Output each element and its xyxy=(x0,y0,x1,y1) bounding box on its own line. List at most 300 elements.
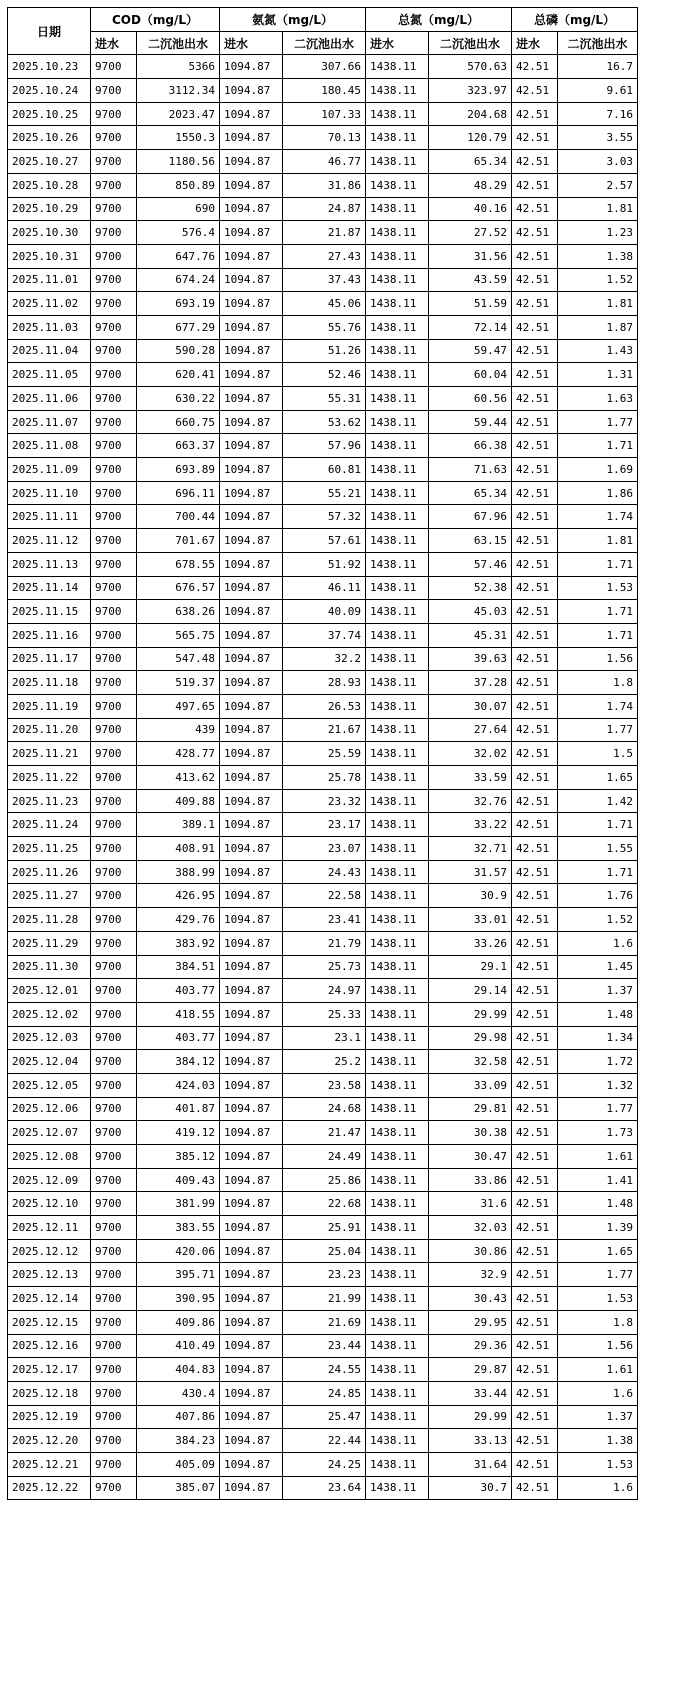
cell-date: 2025.11.18 xyxy=(8,671,91,695)
cell-tp-inlet: 42.51 xyxy=(512,766,558,790)
cell-tp-outlet: 1.53 xyxy=(558,1452,638,1476)
cell-tp-inlet: 42.51 xyxy=(512,126,558,150)
cell-ammonia-outlet: 51.92 xyxy=(283,552,366,576)
cell-ammonia-outlet: 307.66 xyxy=(283,55,366,79)
cell-tp-outlet: 1.43 xyxy=(558,339,638,363)
cell-ammonia-inlet: 1094.87 xyxy=(220,1429,283,1453)
cell-tn-outlet: 33.13 xyxy=(429,1429,512,1453)
cell-cod-inlet: 9700 xyxy=(91,671,137,695)
cell-cod-inlet: 9700 xyxy=(91,481,137,505)
cell-date: 2025.12.11 xyxy=(8,1216,91,1240)
cell-cod-outlet: 407.86 xyxy=(137,1405,220,1429)
cell-cod-outlet: 389.1 xyxy=(137,813,220,837)
cell-cod-inlet: 9700 xyxy=(91,339,137,363)
cell-tn-outlet: 30.47 xyxy=(429,1145,512,1169)
header-row-sub xyxy=(8,31,638,55)
cell-tp-inlet: 42.51 xyxy=(512,1192,558,1216)
cell-cod-inlet: 9700 xyxy=(91,221,137,245)
table-row xyxy=(8,1405,638,1429)
cell-date: 2025.12.10 xyxy=(8,1192,91,1216)
cell-cod-outlet: 384.23 xyxy=(137,1429,220,1453)
cell-tp-inlet: 42.51 xyxy=(512,221,558,245)
cell-tn-inlet: 1438.11 xyxy=(366,647,429,671)
table-row xyxy=(8,1381,638,1405)
cell-tp-outlet: 1.41 xyxy=(558,1168,638,1192)
cell-ammonia-outlet: 25.73 xyxy=(283,955,366,979)
table-container xyxy=(7,7,638,1500)
cell-tn-inlet: 1438.11 xyxy=(366,718,429,742)
table-row xyxy=(8,1145,638,1169)
table-row xyxy=(8,1452,638,1476)
cell-tn-outlet: 29.95 xyxy=(429,1310,512,1334)
cell-ammonia-outlet: 24.49 xyxy=(283,1145,366,1169)
cell-tp-outlet: 1.52 xyxy=(558,908,638,932)
cell-date: 2025.12.09 xyxy=(8,1168,91,1192)
cell-ammonia-inlet: 1094.87 xyxy=(220,1476,283,1500)
cell-tp-outlet: 1.37 xyxy=(558,979,638,1003)
cell-tp-inlet: 42.51 xyxy=(512,197,558,221)
header-ammonia-outlet: 二沉池出水 xyxy=(283,31,366,55)
table-row xyxy=(8,1358,638,1382)
cell-ammonia-inlet: 1094.87 xyxy=(220,1334,283,1358)
cell-tp-inlet: 42.51 xyxy=(512,1452,558,1476)
cell-ammonia-outlet: 25.2 xyxy=(283,1050,366,1074)
cell-tp-inlet: 42.51 xyxy=(512,718,558,742)
cell-tn-inlet: 1438.11 xyxy=(366,1192,429,1216)
cell-ammonia-inlet: 1094.87 xyxy=(220,1121,283,1145)
cell-date: 2025.12.15 xyxy=(8,1310,91,1334)
cell-tn-inlet: 1438.11 xyxy=(366,552,429,576)
cell-cod-inlet: 9700 xyxy=(91,552,137,576)
table-row xyxy=(8,576,638,600)
cell-tn-outlet: 323.97 xyxy=(429,79,512,103)
cell-cod-inlet: 9700 xyxy=(91,1121,137,1145)
cell-tp-inlet: 42.51 xyxy=(512,292,558,316)
cell-tp-inlet: 42.51 xyxy=(512,1097,558,1121)
cell-date: 2025.12.05 xyxy=(8,1073,91,1097)
cell-cod-inlet: 9700 xyxy=(91,837,137,861)
cell-cod-outlet: 590.28 xyxy=(137,339,220,363)
cell-date: 2025.11.16 xyxy=(8,623,91,647)
cell-tp-outlet: 1.38 xyxy=(558,244,638,268)
cell-tp-outlet: 1.37 xyxy=(558,1405,638,1429)
cell-tp-inlet: 42.51 xyxy=(512,173,558,197)
table-row xyxy=(8,505,638,529)
cell-tn-outlet: 33.22 xyxy=(429,813,512,837)
cell-tp-inlet: 42.51 xyxy=(512,1073,558,1097)
cell-cod-outlet: 630.22 xyxy=(137,387,220,411)
cell-ammonia-outlet: 37.74 xyxy=(283,623,366,647)
cell-tp-inlet: 42.51 xyxy=(512,1216,558,1240)
table-row xyxy=(8,102,638,126)
cell-cod-inlet: 9700 xyxy=(91,1216,137,1240)
cell-tn-outlet: 32.03 xyxy=(429,1216,512,1240)
cell-ammonia-outlet: 23.1 xyxy=(283,1026,366,1050)
table-row xyxy=(8,766,638,790)
cell-tp-inlet: 42.51 xyxy=(512,1334,558,1358)
cell-cod-inlet: 9700 xyxy=(91,600,137,624)
cell-tp-inlet: 42.51 xyxy=(512,1429,558,1453)
cell-tp-outlet: 1.81 xyxy=(558,529,638,553)
cell-ammonia-inlet: 1094.87 xyxy=(220,387,283,411)
cell-tn-inlet: 1438.11 xyxy=(366,1026,429,1050)
cell-tn-inlet: 1438.11 xyxy=(366,837,429,861)
cell-cod-inlet: 9700 xyxy=(91,623,137,647)
cell-tp-inlet: 42.51 xyxy=(512,410,558,434)
cell-cod-outlet: 403.77 xyxy=(137,1026,220,1050)
cell-tp-outlet: 1.38 xyxy=(558,1429,638,1453)
cell-tn-inlet: 1438.11 xyxy=(366,813,429,837)
cell-tp-outlet: 1.77 xyxy=(558,718,638,742)
table-row xyxy=(8,1334,638,1358)
cell-tp-outlet: 1.55 xyxy=(558,837,638,861)
cell-ammonia-inlet: 1094.87 xyxy=(220,363,283,387)
table-row xyxy=(8,718,638,742)
table-row xyxy=(8,434,638,458)
cell-tn-outlet: 204.68 xyxy=(429,102,512,126)
cell-tp-outlet: 1.74 xyxy=(558,694,638,718)
cell-tp-inlet: 42.51 xyxy=(512,1239,558,1263)
cell-tp-outlet: 1.71 xyxy=(558,600,638,624)
cell-cod-outlet: 428.77 xyxy=(137,742,220,766)
cell-tn-inlet: 1438.11 xyxy=(366,363,429,387)
cell-tn-outlet: 29.99 xyxy=(429,1002,512,1026)
cell-tp-inlet: 42.51 xyxy=(512,552,558,576)
cell-cod-outlet: 424.03 xyxy=(137,1073,220,1097)
cell-ammonia-inlet: 1094.87 xyxy=(220,1192,283,1216)
cell-tn-outlet: 67.96 xyxy=(429,505,512,529)
cell-ammonia-inlet: 1094.87 xyxy=(220,244,283,268)
table-row xyxy=(8,789,638,813)
cell-tp-outlet: 1.42 xyxy=(558,789,638,813)
cell-cod-outlet: 638.26 xyxy=(137,600,220,624)
header-tp-outlet: 二沉池出水 xyxy=(558,31,638,55)
cell-ammonia-outlet: 55.31 xyxy=(283,387,366,411)
table-body xyxy=(8,55,638,1500)
table-row xyxy=(8,1121,638,1145)
header-group-total-nitrogen: 总氮（mg/L） xyxy=(366,8,512,32)
table-row xyxy=(8,1026,638,1050)
cell-cod-inlet: 9700 xyxy=(91,860,137,884)
cell-ammonia-outlet: 51.26 xyxy=(283,339,366,363)
cell-tp-inlet: 42.51 xyxy=(512,1121,558,1145)
table-row xyxy=(8,837,638,861)
cell-tn-inlet: 1438.11 xyxy=(366,1050,429,1074)
cell-tn-outlet: 30.38 xyxy=(429,1121,512,1145)
cell-tn-outlet: 31.57 xyxy=(429,860,512,884)
cell-cod-inlet: 9700 xyxy=(91,742,137,766)
cell-tn-outlet: 59.47 xyxy=(429,339,512,363)
cell-ammonia-inlet: 1094.87 xyxy=(220,884,283,908)
cell-tn-inlet: 1438.11 xyxy=(366,55,429,79)
cell-date: 2025.10.31 xyxy=(8,244,91,268)
cell-tn-outlet: 71.63 xyxy=(429,458,512,482)
table-row xyxy=(8,1097,638,1121)
cell-tn-inlet: 1438.11 xyxy=(366,387,429,411)
cell-cod-outlet: 620.41 xyxy=(137,363,220,387)
cell-ammonia-outlet: 23.32 xyxy=(283,789,366,813)
cell-tp-inlet: 42.51 xyxy=(512,505,558,529)
cell-ammonia-inlet: 1094.87 xyxy=(220,410,283,434)
cell-ammonia-inlet: 1094.87 xyxy=(220,150,283,174)
cell-tp-inlet: 42.51 xyxy=(512,908,558,932)
cell-tp-outlet: 1.63 xyxy=(558,387,638,411)
cell-date: 2025.11.23 xyxy=(8,789,91,813)
cell-cod-inlet: 9700 xyxy=(91,1192,137,1216)
cell-ammonia-outlet: 24.87 xyxy=(283,197,366,221)
cell-date: 2025.11.19 xyxy=(8,694,91,718)
cell-tp-inlet: 42.51 xyxy=(512,813,558,837)
cell-ammonia-outlet: 23.23 xyxy=(283,1263,366,1287)
cell-cod-outlet: 696.11 xyxy=(137,481,220,505)
cell-cod-outlet: 395.71 xyxy=(137,1263,220,1287)
cell-ammonia-inlet: 1094.87 xyxy=(220,55,283,79)
cell-tp-outlet: 1.81 xyxy=(558,292,638,316)
cell-cod-outlet: 519.37 xyxy=(137,671,220,695)
cell-tp-outlet: 1.77 xyxy=(558,1263,638,1287)
cell-cod-inlet: 9700 xyxy=(91,1239,137,1263)
cell-tn-outlet: 33.09 xyxy=(429,1073,512,1097)
cell-tp-inlet: 42.51 xyxy=(512,339,558,363)
cell-tn-inlet: 1438.11 xyxy=(366,623,429,647)
cell-tp-inlet: 42.51 xyxy=(512,1050,558,1074)
cell-date: 2025.10.25 xyxy=(8,102,91,126)
cell-date: 2025.12.16 xyxy=(8,1334,91,1358)
cell-date: 2025.12.06 xyxy=(8,1097,91,1121)
table-row xyxy=(8,742,638,766)
cell-ammonia-inlet: 1094.87 xyxy=(220,813,283,837)
cell-cod-outlet: 576.4 xyxy=(137,221,220,245)
cell-ammonia-outlet: 23.41 xyxy=(283,908,366,932)
cell-ammonia-inlet: 1094.87 xyxy=(220,955,283,979)
cell-ammonia-inlet: 1094.87 xyxy=(220,1002,283,1026)
cell-tp-inlet: 42.51 xyxy=(512,244,558,268)
cell-ammonia-inlet: 1094.87 xyxy=(220,1026,283,1050)
table-row xyxy=(8,481,638,505)
table-row xyxy=(8,1476,638,1500)
cell-tp-inlet: 42.51 xyxy=(512,1358,558,1382)
cell-cod-outlet: 381.99 xyxy=(137,1192,220,1216)
cell-cod-outlet: 404.83 xyxy=(137,1358,220,1382)
cell-tp-inlet: 42.51 xyxy=(512,576,558,600)
cell-cod-inlet: 9700 xyxy=(91,1476,137,1500)
table-row xyxy=(8,623,638,647)
cell-cod-outlet: 413.62 xyxy=(137,766,220,790)
cell-cod-outlet: 647.76 xyxy=(137,244,220,268)
cell-tp-inlet: 42.51 xyxy=(512,742,558,766)
table-row xyxy=(8,1002,638,1026)
cell-tn-outlet: 65.34 xyxy=(429,150,512,174)
cell-tn-outlet: 45.31 xyxy=(429,623,512,647)
cell-ammonia-outlet: 32.2 xyxy=(283,647,366,671)
cell-ammonia-outlet: 24.97 xyxy=(283,979,366,1003)
cell-tn-outlet: 60.04 xyxy=(429,363,512,387)
cell-tp-inlet: 42.51 xyxy=(512,1405,558,1429)
table-row xyxy=(8,410,638,434)
cell-tp-outlet: 1.73 xyxy=(558,1121,638,1145)
table-row xyxy=(8,126,638,150)
cell-ammonia-inlet: 1094.87 xyxy=(220,434,283,458)
cell-tp-outlet: 1.69 xyxy=(558,458,638,482)
cell-ammonia-inlet: 1094.87 xyxy=(220,979,283,1003)
cell-cod-outlet: 693.19 xyxy=(137,292,220,316)
cell-tn-inlet: 1438.11 xyxy=(366,268,429,292)
cell-date: 2025.11.08 xyxy=(8,434,91,458)
table-row xyxy=(8,1050,638,1074)
cell-tn-outlet: 72.14 xyxy=(429,315,512,339)
water-quality-table xyxy=(7,7,638,1500)
table-row xyxy=(8,268,638,292)
cell-tn-inlet: 1438.11 xyxy=(366,79,429,103)
cell-tp-outlet: 3.55 xyxy=(558,126,638,150)
cell-tn-inlet: 1438.11 xyxy=(366,766,429,790)
cell-ammonia-inlet: 1094.87 xyxy=(220,1168,283,1192)
cell-ammonia-outlet: 24.68 xyxy=(283,1097,366,1121)
cell-cod-outlet: 1550.3 xyxy=(137,126,220,150)
cell-tn-inlet: 1438.11 xyxy=(366,221,429,245)
cell-ammonia-outlet: 25.78 xyxy=(283,766,366,790)
cell-tn-inlet: 1438.11 xyxy=(366,1405,429,1429)
cell-tn-outlet: 570.63 xyxy=(429,55,512,79)
header-cod-outlet: 二沉池出水 xyxy=(137,31,220,55)
cell-tn-inlet: 1438.11 xyxy=(366,955,429,979)
cell-date: 2025.10.28 xyxy=(8,173,91,197)
cell-date: 2025.11.17 xyxy=(8,647,91,671)
cell-date: 2025.11.21 xyxy=(8,742,91,766)
cell-ammonia-outlet: 60.81 xyxy=(283,458,366,482)
cell-date: 2025.12.14 xyxy=(8,1287,91,1311)
cell-cod-outlet: 678.55 xyxy=(137,552,220,576)
cell-ammonia-outlet: 70.13 xyxy=(283,126,366,150)
cell-ammonia-outlet: 28.93 xyxy=(283,671,366,695)
cell-tn-outlet: 32.76 xyxy=(429,789,512,813)
cell-date: 2025.10.27 xyxy=(8,150,91,174)
cell-tn-inlet: 1438.11 xyxy=(366,150,429,174)
cell-tp-outlet: 9.61 xyxy=(558,79,638,103)
cell-tp-outlet: 1.56 xyxy=(558,647,638,671)
cell-tp-inlet: 42.51 xyxy=(512,315,558,339)
cell-tn-inlet: 1438.11 xyxy=(366,1121,429,1145)
cell-ammonia-outlet: 25.47 xyxy=(283,1405,366,1429)
cell-tn-inlet: 1438.11 xyxy=(366,1002,429,1026)
cell-ammonia-outlet: 21.87 xyxy=(283,221,366,245)
cell-date: 2025.11.10 xyxy=(8,481,91,505)
cell-tn-inlet: 1438.11 xyxy=(366,1145,429,1169)
cell-cod-inlet: 9700 xyxy=(91,813,137,837)
cell-cod-inlet: 9700 xyxy=(91,1358,137,1382)
cell-cod-inlet: 9700 xyxy=(91,1002,137,1026)
cell-date: 2025.11.06 xyxy=(8,387,91,411)
cell-date: 2025.12.20 xyxy=(8,1429,91,1453)
cell-tp-inlet: 42.51 xyxy=(512,1002,558,1026)
cell-tn-outlet: 30.86 xyxy=(429,1239,512,1263)
cell-tn-outlet: 31.64 xyxy=(429,1452,512,1476)
cell-cod-outlet: 677.29 xyxy=(137,315,220,339)
cell-tp-outlet: 1.31 xyxy=(558,363,638,387)
table-row xyxy=(8,1192,638,1216)
cell-tn-inlet: 1438.11 xyxy=(366,789,429,813)
cell-date: 2025.11.07 xyxy=(8,410,91,434)
cell-cod-outlet: 418.55 xyxy=(137,1002,220,1026)
cell-cod-inlet: 9700 xyxy=(91,694,137,718)
cell-cod-outlet: 385.12 xyxy=(137,1145,220,1169)
cell-cod-outlet: 3112.34 xyxy=(137,79,220,103)
cell-date: 2025.12.04 xyxy=(8,1050,91,1074)
cell-tn-outlet: 33.01 xyxy=(429,908,512,932)
cell-ammonia-outlet: 40.09 xyxy=(283,600,366,624)
cell-tn-inlet: 1438.11 xyxy=(366,671,429,695)
table-row xyxy=(8,1263,638,1287)
cell-ammonia-inlet: 1094.87 xyxy=(220,694,283,718)
header-tp-inlet: 进水 xyxy=(512,31,558,55)
table-row xyxy=(8,955,638,979)
cell-tn-inlet: 1438.11 xyxy=(366,292,429,316)
cell-tp-outlet: 1.76 xyxy=(558,884,638,908)
cell-cod-outlet: 420.06 xyxy=(137,1239,220,1263)
cell-tp-outlet: 1.71 xyxy=(558,813,638,837)
cell-cod-outlet: 660.75 xyxy=(137,410,220,434)
cell-cod-outlet: 383.92 xyxy=(137,931,220,955)
cell-tp-outlet: 3.03 xyxy=(558,150,638,174)
cell-tn-outlet: 45.03 xyxy=(429,600,512,624)
cell-tp-inlet: 42.51 xyxy=(512,1310,558,1334)
cell-tn-inlet: 1438.11 xyxy=(366,339,429,363)
cell-tn-outlet: 48.29 xyxy=(429,173,512,197)
table-row xyxy=(8,908,638,932)
cell-cod-inlet: 9700 xyxy=(91,1145,137,1169)
cell-ammonia-inlet: 1094.87 xyxy=(220,718,283,742)
cell-cod-inlet: 9700 xyxy=(91,458,137,482)
cell-tn-outlet: 30.7 xyxy=(429,1476,512,1500)
cell-tp-inlet: 42.51 xyxy=(512,363,558,387)
cell-tn-inlet: 1438.11 xyxy=(366,931,429,955)
cell-ammonia-outlet: 25.04 xyxy=(283,1239,366,1263)
cell-tn-inlet: 1438.11 xyxy=(366,1287,429,1311)
cell-date: 2025.11.27 xyxy=(8,884,91,908)
cell-ammonia-inlet: 1094.87 xyxy=(220,292,283,316)
cell-tn-outlet: 29.87 xyxy=(429,1358,512,1382)
cell-tp-inlet: 42.51 xyxy=(512,1287,558,1311)
cell-date: 2025.11.20 xyxy=(8,718,91,742)
cell-date: 2025.10.26 xyxy=(8,126,91,150)
cell-ammonia-inlet: 1094.87 xyxy=(220,600,283,624)
header-tn-outlet: 二沉池出水 xyxy=(429,31,512,55)
cell-tn-inlet: 1438.11 xyxy=(366,1216,429,1240)
cell-ammonia-outlet: 21.79 xyxy=(283,931,366,955)
cell-ammonia-outlet: 45.06 xyxy=(283,292,366,316)
cell-date: 2025.11.28 xyxy=(8,908,91,932)
cell-tp-outlet: 1.77 xyxy=(558,410,638,434)
cell-tn-inlet: 1438.11 xyxy=(366,126,429,150)
cell-ammonia-inlet: 1094.87 xyxy=(220,908,283,932)
cell-tp-outlet: 1.71 xyxy=(558,860,638,884)
cell-ammonia-outlet: 26.53 xyxy=(283,694,366,718)
cell-ammonia-inlet: 1094.87 xyxy=(220,505,283,529)
cell-cod-outlet: 439 xyxy=(137,718,220,742)
cell-tn-inlet: 1438.11 xyxy=(366,197,429,221)
cell-tn-outlet: 33.26 xyxy=(429,931,512,955)
cell-tp-outlet: 1.61 xyxy=(558,1358,638,1382)
cell-tp-inlet: 42.51 xyxy=(512,623,558,647)
table-row xyxy=(8,363,638,387)
cell-cod-inlet: 9700 xyxy=(91,150,137,174)
cell-cod-outlet: 565.75 xyxy=(137,623,220,647)
cell-ammonia-inlet: 1094.87 xyxy=(220,1097,283,1121)
cell-tn-inlet: 1438.11 xyxy=(366,410,429,434)
cell-date: 2025.12.02 xyxy=(8,1002,91,1026)
cell-ammonia-inlet: 1094.87 xyxy=(220,1050,283,1074)
table-row xyxy=(8,694,638,718)
